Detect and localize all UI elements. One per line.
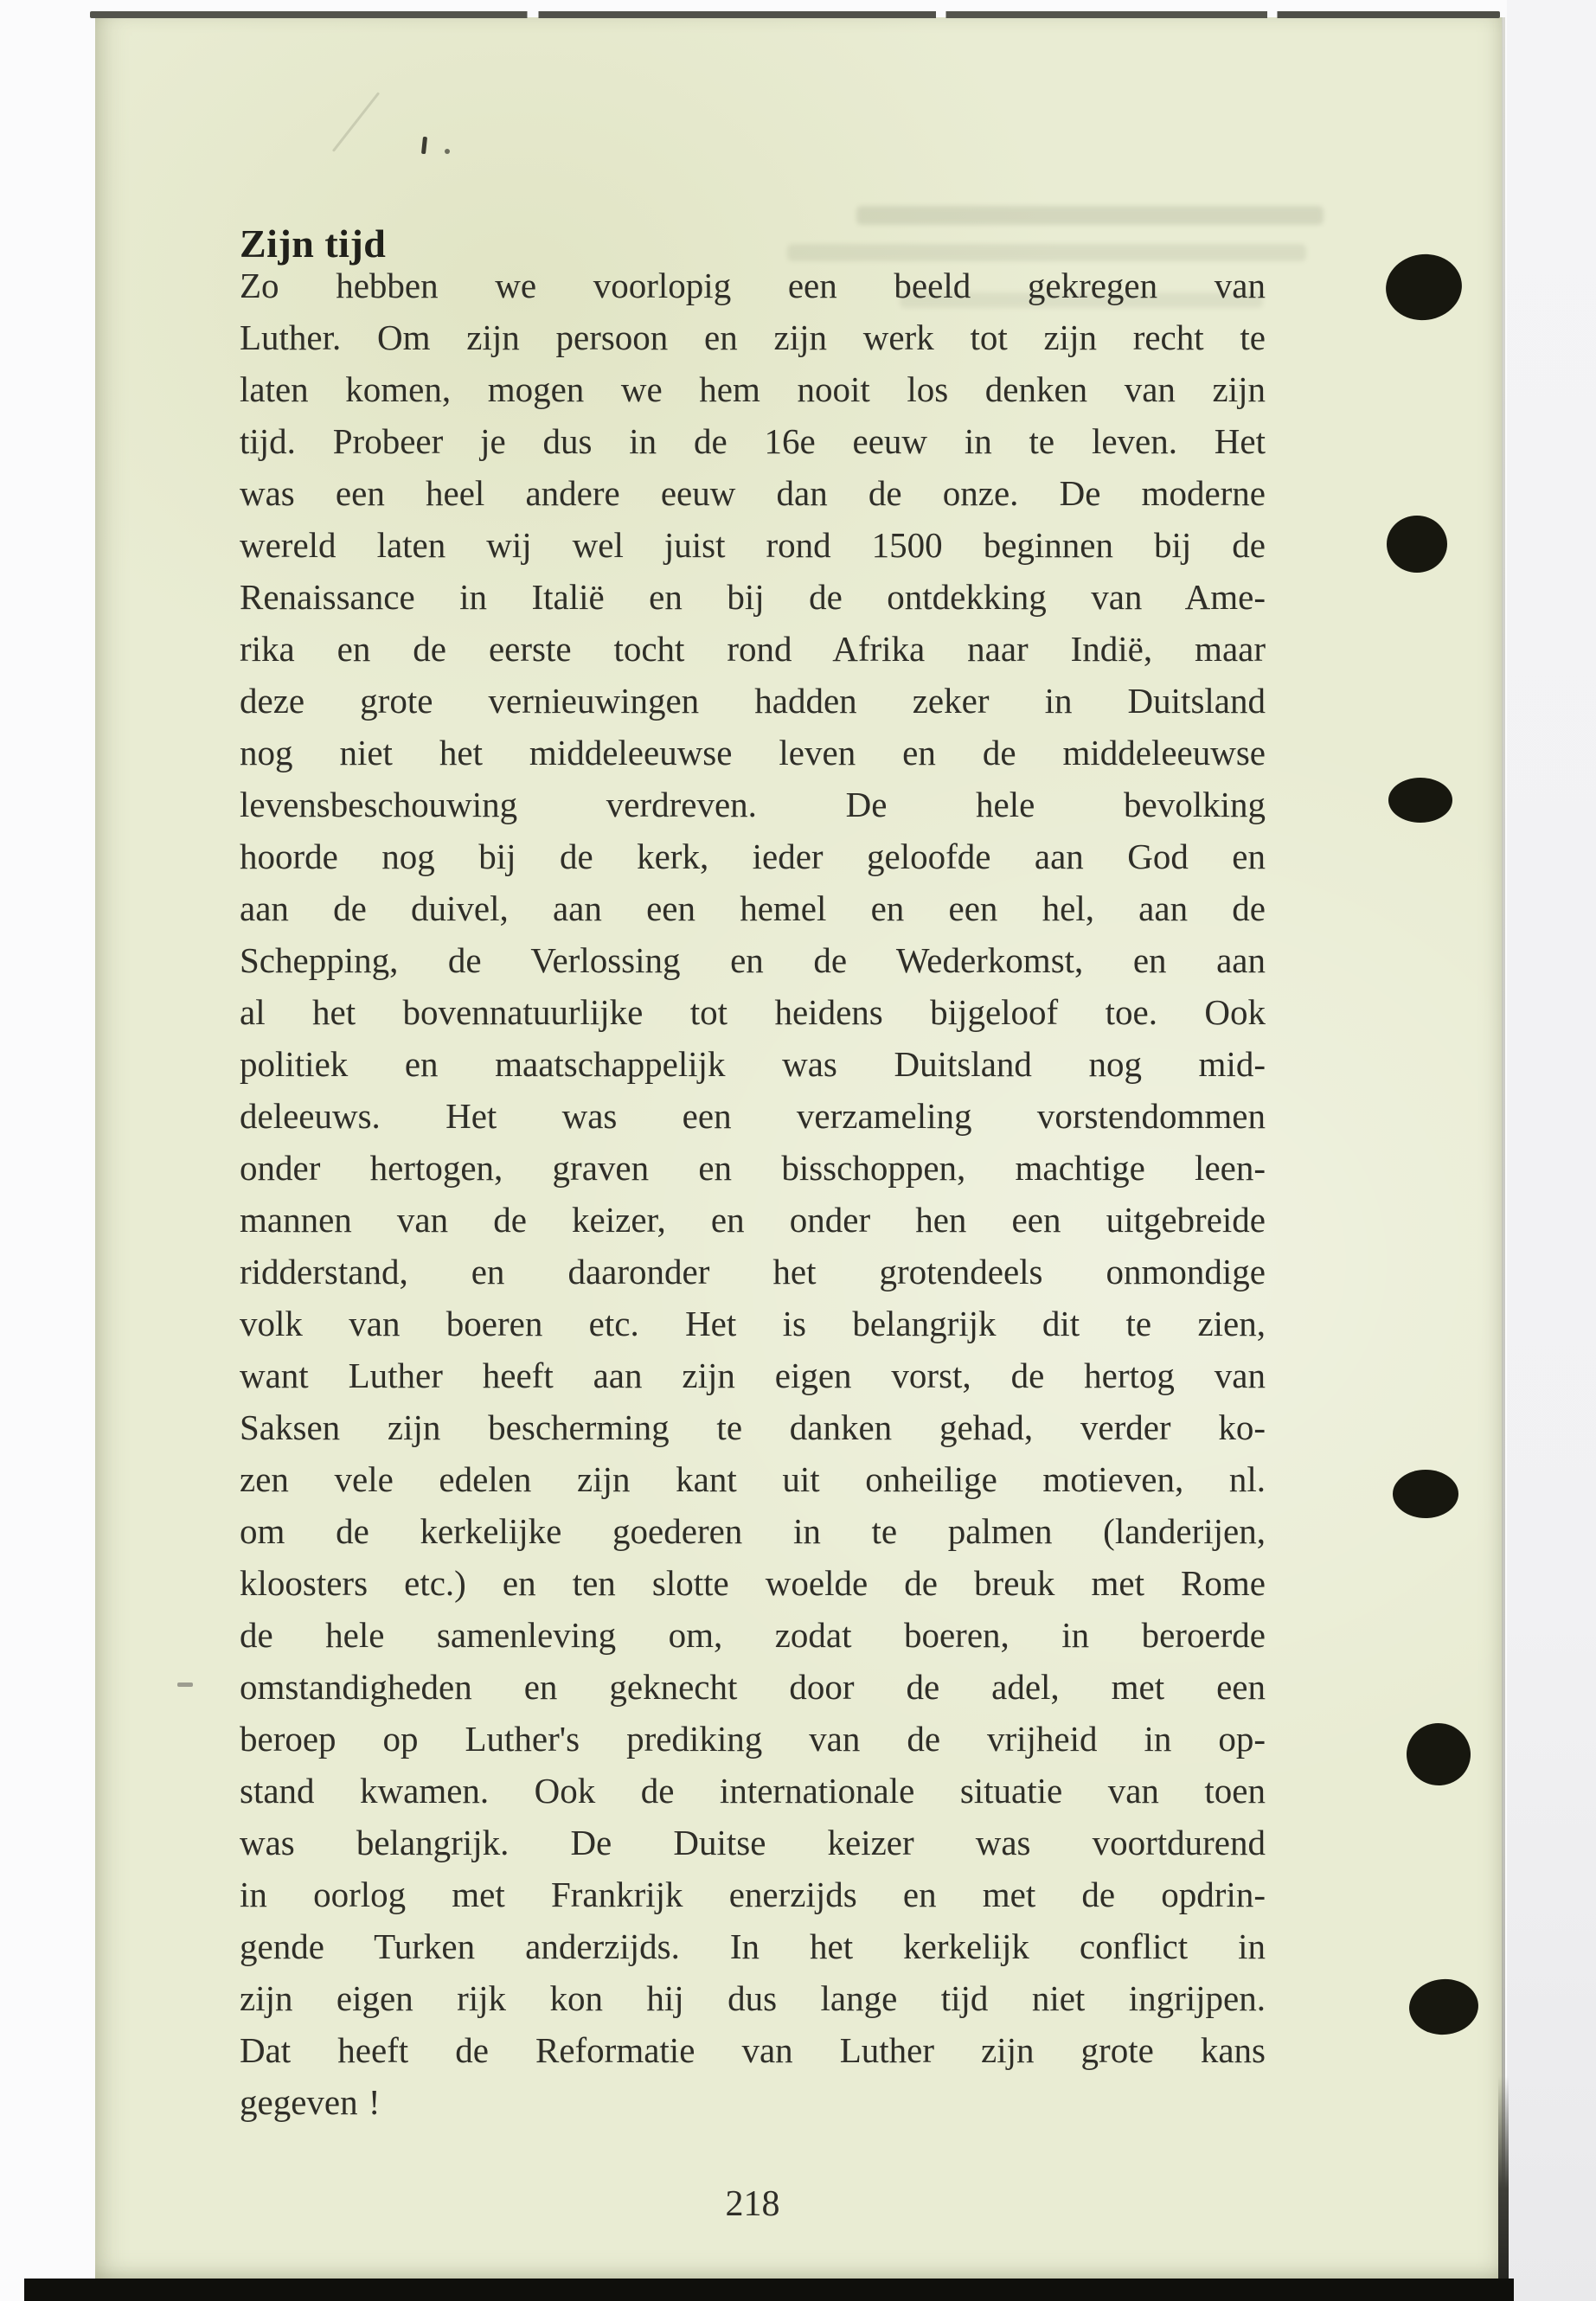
text-line: politiek en maatschappelijk was Duitsland nog mid- — [240, 1044, 1266, 1084]
text-line: laten komen, mogen we hem nooit los denken van zijn — [240, 369, 1266, 409]
text-line: rika en de eerste tocht rond Afrika naar Indië, maar — [240, 629, 1266, 669]
text-line: nog niet het middeleeuwse leven en de middeleeuwse — [240, 733, 1266, 772]
text-line: gende Turken anderzijds. In het kerkelijk conflict in — [240, 1926, 1266, 1966]
stray-ink-mark — [445, 149, 450, 154]
section-heading: Zijn tijd — [240, 221, 387, 266]
text-line: Dat heeft de Reformatie van Luther zijn grote kans — [240, 2030, 1266, 2070]
scan-bottom-band — [24, 2279, 1514, 2301]
punch-hole — [1387, 516, 1447, 573]
text-line: Zo hebben we voorlopig een beeld gekregen van — [240, 266, 1266, 305]
text-line: in oorlog met Frankrijk enerzijds en met de opdrin- — [240, 1875, 1266, 1914]
text-line: de hele samenleving om, zodat boeren, in beroerde — [240, 1615, 1266, 1655]
text-line: onder hertogen, graven en bisschoppen, machtige leen- — [240, 1148, 1266, 1188]
scanner-margin-right — [1507, 0, 1596, 2301]
text-line: gegeven ! — [240, 2082, 381, 2122]
text-line: deze grote vernieuwingen hadden zeker in Duitsland — [240, 681, 1266, 721]
text-line: wereld laten wij wel juist rond 1500 beginnen bij de — [240, 525, 1266, 565]
text-line: omstandigheden en geknecht door de adel, met een — [240, 1667, 1266, 1707]
text-line: Schepping, de Verlossing en de Wederkomst, en aan — [240, 940, 1266, 980]
text-line: om de kerkelijke goederen in te palmen (landerijen, — [240, 1511, 1266, 1551]
text-line: volk van boeren etc. Het is belangrijk dit te zien, — [240, 1304, 1266, 1343]
text-line: levensbeschouwing verdreven. De hele bevolking — [240, 785, 1266, 824]
text-line: ridderstand, en daaronder het grotendeels onmondige — [240, 1252, 1266, 1292]
text-line: zen vele edelen zijn kant uit onheilige motieven, nl. — [240, 1459, 1266, 1499]
book-page — [95, 17, 1503, 2279]
stray-ink-mark — [421, 137, 427, 154]
page-right-edge-dark-shadow — [1498, 2076, 1509, 2280]
show-through-smudge — [787, 244, 1306, 261]
punch-hole — [1393, 1470, 1458, 1518]
punch-hole — [1388, 778, 1452, 823]
text-line: was een heel andere eeuw dan de onze. De moderne — [240, 473, 1266, 513]
margin-pencil-dash — [177, 1682, 193, 1687]
text-line: beroep op Luther's prediking van de vrijheid in op- — [240, 1719, 1266, 1759]
page-right-edge-shadow — [1502, 17, 1505, 2279]
show-through-smudge — [856, 206, 1324, 225]
text-line: al het bovennatuurlijke tot heidens bijgeloof toe. Ook — [240, 992, 1266, 1032]
text-line: Luther. Om zijn persoon en zijn werk tot zijn recht te — [240, 317, 1266, 357]
body-text — [240, 260, 1266, 2128]
text-line: was belangrijk. De Duitse keizer was voortdurend — [240, 1823, 1266, 1862]
text-line: mannen van de keizer, en onder hen een uitgebreide — [240, 1200, 1266, 1240]
page-number: 218 — [725, 2184, 780, 2224]
page-top-edge-line — [90, 11, 1500, 18]
text-line: zijn eigen rijk kon hij dus lange tijd niet ingrijpen. — [240, 1978, 1266, 2018]
text-line: hoorde nog bij de kerk, ieder geloofde aan God en — [240, 836, 1266, 876]
text-line: tijd. Probeer je dus in de 16e eeuw in te leven. Het — [240, 421, 1266, 461]
text-line: stand kwamen. Ook de internationale situatie van toen — [240, 1771, 1266, 1811]
text-line: Saksen zijn bescherming te danken gehad, verder ko- — [240, 1407, 1266, 1447]
text-line: Renaissance in Italië en bij de ontdekking van Ame- — [240, 577, 1266, 617]
text-line: deleeuws. Het was een verzameling vorstendommen — [240, 1096, 1266, 1136]
paper-crease-mark — [332, 92, 380, 152]
text-line: want Luther heeft aan zijn eigen vorst, de hertog van — [240, 1356, 1266, 1395]
text-line: aan de duivel, aan een hemel en een hel, aan de — [240, 888, 1266, 928]
text-line: kloosters etc.) en ten slotte woelde de breuk met Rome — [240, 1563, 1266, 1603]
